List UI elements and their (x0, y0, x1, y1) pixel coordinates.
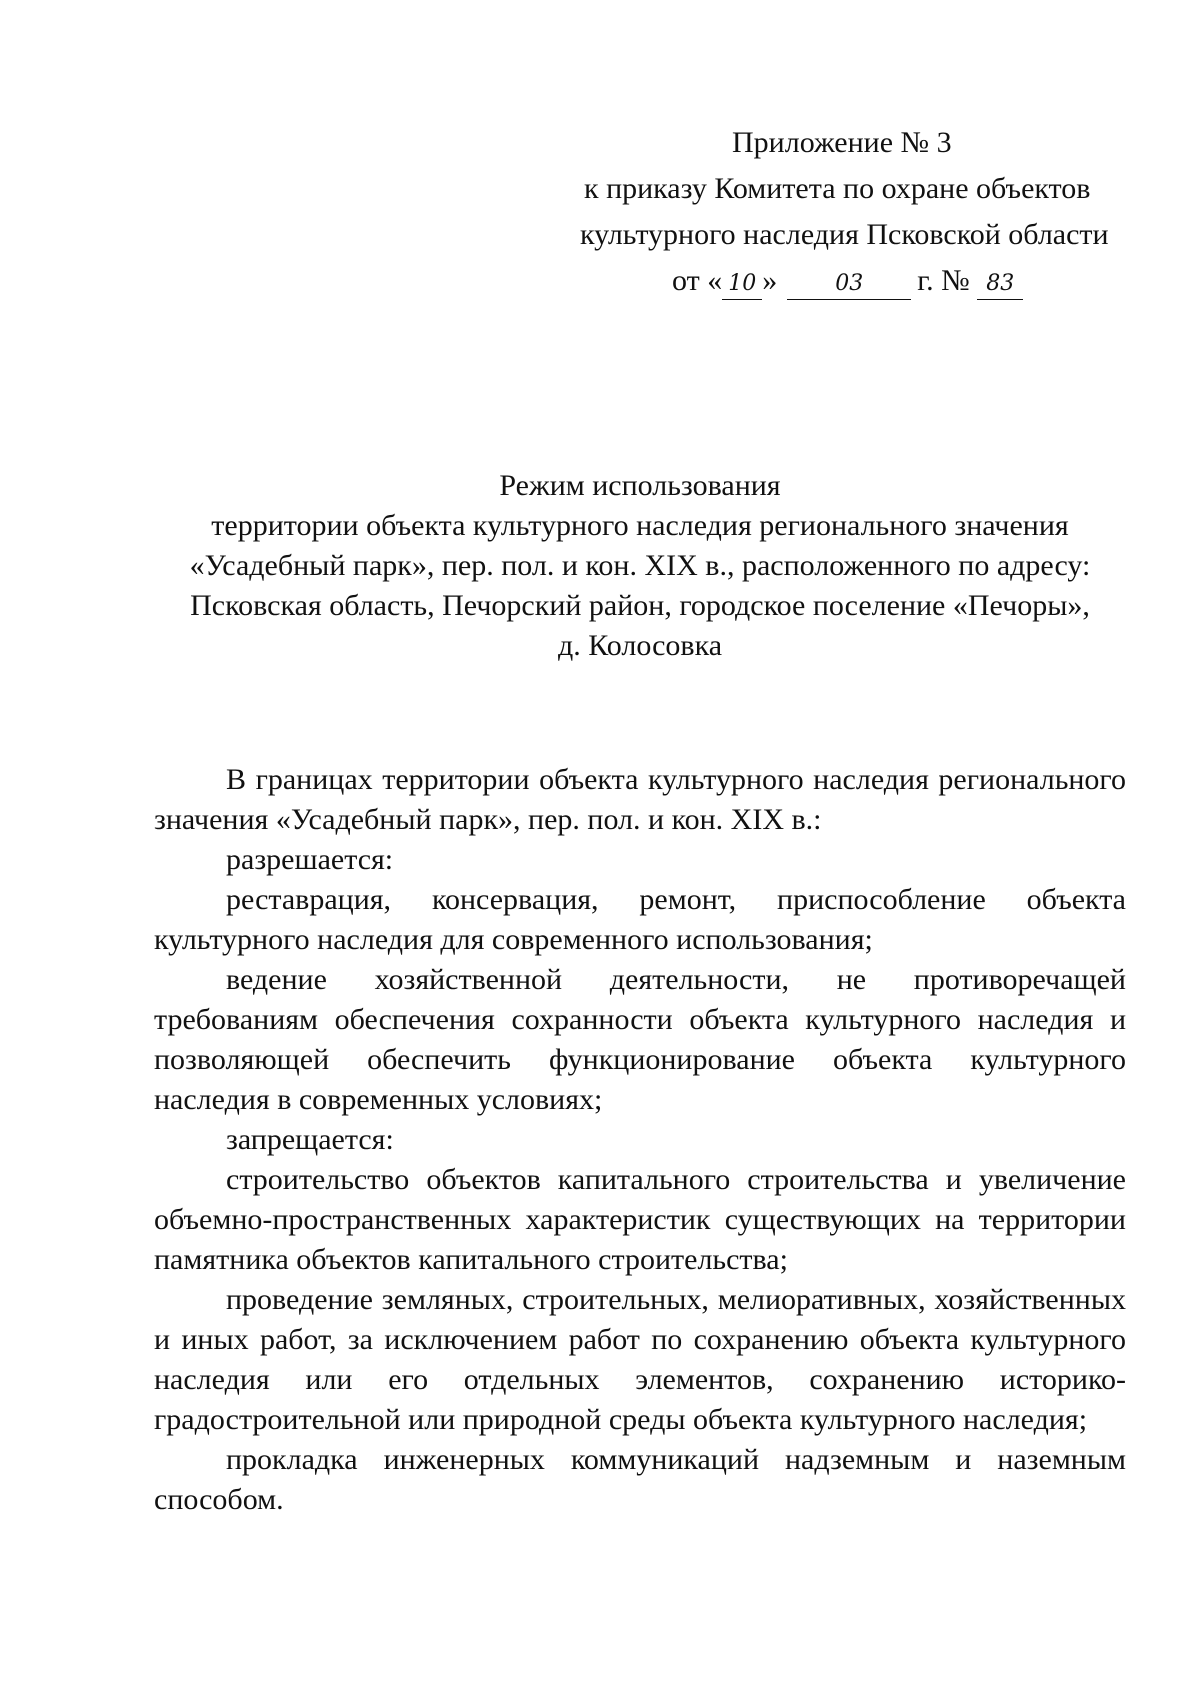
title-line-5: д. Колосовка (557, 629, 723, 662)
forbidden-heading: запрещается: (226, 1123, 394, 1156)
title-line-3: «Усадебный парк», пер. пол. и кон. XIX в., расположенного по адресу: (189, 549, 1091, 582)
appendix-number: Приложение № 3 (732, 126, 952, 159)
title-line-2: территории объекта культурного наследия регионального значения (211, 509, 1069, 542)
allowed-item-1: реставрация, консервация, ремонт, приспособление объекта культурного наследия для современного использования; (154, 883, 1126, 956)
document-title (130, 466, 1150, 666)
order-number-prefix: г. № (917, 264, 970, 297)
forbidden-item-2: проведение земляных, строительных, мелиоративных, хозяйственных и иных работ, за исключением работ по сохранению объекта культурного наследия или его отдельных элементов, сохранению историко-градостроительной или природной среды объекта культурного наследия; (154, 1283, 1126, 1436)
date-prefix: от « (672, 264, 723, 297)
handwritten-day: 10 (722, 269, 762, 300)
intro-paragraph: В границах территории объекта культурного наследия регионального значения «Усадебный парк», пер. пол. и кон. XIX в.: (154, 763, 1126, 836)
title-line-4: Псковская область, Печорский район, городское поселение «Печоры», (190, 589, 1090, 622)
allowed-item-2: ведение хозяйственной деятельности, не противоречащей требованиям обеспечения сохранности объекта культурного наследия и позволяющей обеспечить функционирование объекта культурного наследия в современных условиях; (154, 963, 1126, 1116)
appendix-committee: культурного наследия Псковской области (580, 218, 1109, 251)
document-body (154, 760, 1126, 1520)
date-mid: » (762, 264, 778, 297)
forbidden-item-1: строительство объектов капитального строительства и увеличение объемно-пространственных характеристик существующих на территории памятника объектов капитального строительства; (154, 1163, 1126, 1276)
handwritten-order-number: 83 (977, 269, 1023, 300)
allowed-heading: разрешается: (226, 843, 394, 876)
appendix-date-line (580, 258, 1140, 304)
appendix-header (580, 120, 1140, 304)
handwritten-month: 03 (787, 269, 911, 300)
title-line-1: Режим использования (499, 469, 781, 502)
appendix-order-ref: к приказу Комитета по охране объектов (584, 172, 1091, 205)
forbidden-item-3: прокладка инженерных коммуникаций надземным и наземным способом. (154, 1443, 1126, 1516)
